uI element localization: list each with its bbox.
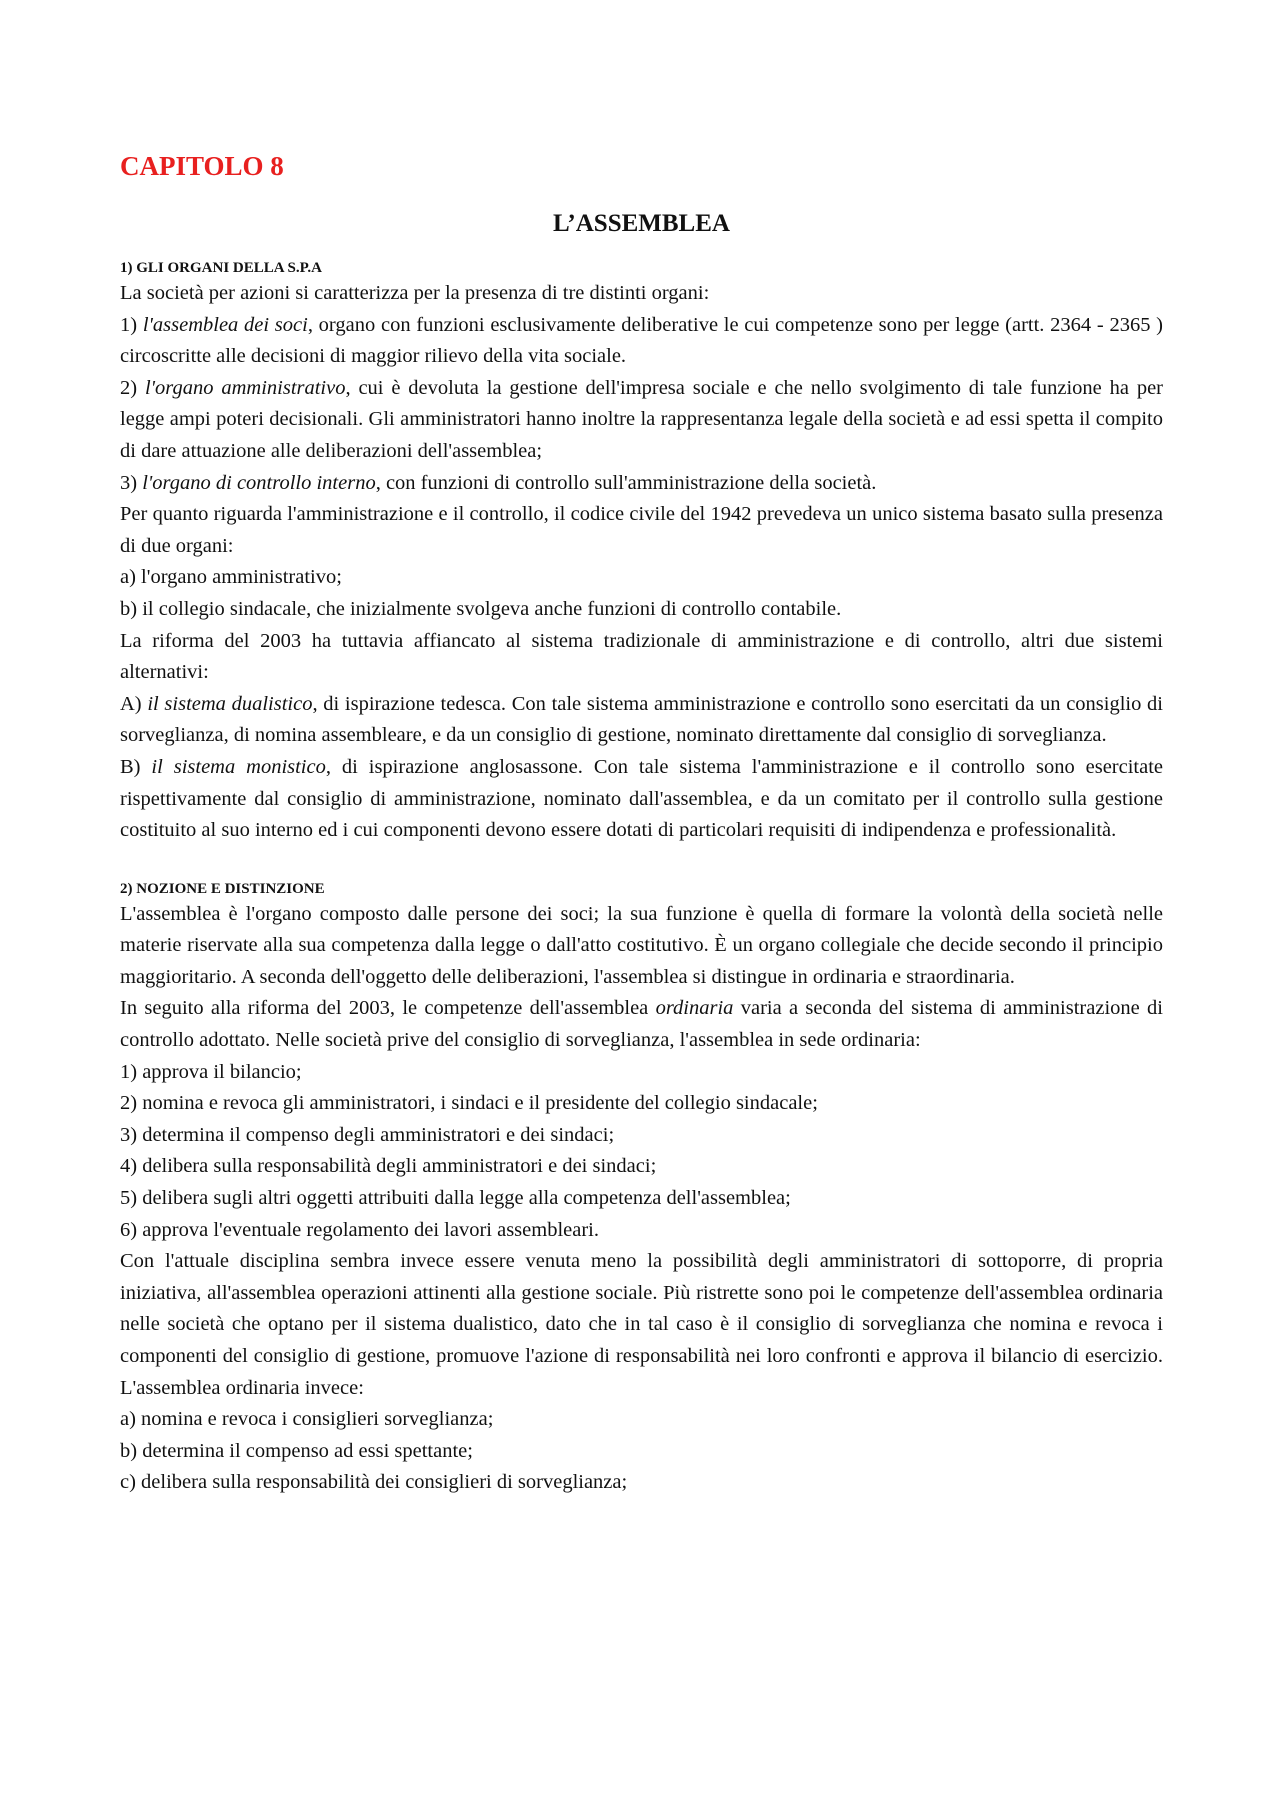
section-1-heading: 1) GLI ORGANI DELLA S.P.A <box>120 260 322 276</box>
list-item-b: b) il collegio sindacale, che inizialmente svolgeva anche funzioni di controllo contabile. <box>120 597 842 620</box>
chapter-heading: CAPITOLO 8 <box>120 151 284 181</box>
organ-item-2 <box>120 373 1163 468</box>
list-item: 2) nomina e revoca gli amministratori, i sindaci e il presidente del collegio sindacale; <box>120 1092 818 1115</box>
section-2-paragraph-1: L'assemblea è l'organo composto dalle persone dei soci; la sua funzione è quella di formare la volontà della società nelle materie riservate alla sua competenza dalla legge o dall'atto costitutivo. È un organo collegiale che decide secondo il principio maggioritario. A seconda dell'oggetto delle deliberazioni, l'assemblea si distingue in ordinaria e straordinaria. <box>120 902 1163 988</box>
list-item: a) nomina e revoca i consiglieri sorveglianza; <box>120 1408 494 1431</box>
organ-item-2-term: l'organo amministrativo <box>144 376 346 399</box>
organ-item-3-prefix: 3) <box>120 471 143 494</box>
system-item-a-term: il sistema dualistico <box>147 692 313 715</box>
list-item: 4) delibera sulla responsabilità degli amministratori e dei sindaci; <box>120 1155 657 1178</box>
organ-item-1-text: , organo con funzioni esclusivamente deliberative le cui competenze sono per legge (artt. 2364 - 2365 ) circoscritte alle decisioni di maggior rilievo della vita sociale. <box>120 313 1163 368</box>
section-1-intro: La società per azioni si caratterizza per la presenza di tre distinti organi: <box>120 282 710 304</box>
organ-item-2-text: , cui è devoluta la gestione dell'impresa sociale e che nello svolgimento di tale funzione ha per legge ampi poteri decisionali. Gli amministratori hanno inoltre la rappresentanza legale della società e ad essi spetta il compito di dare attuazione alle deliberazioni dell'assemblea; <box>120 376 1163 462</box>
system-item-a-text: , di ispirazione tedesca. Con tale sistema amministrazione e controllo sono esercitati da un consiglio di sorveglianza, di nomina assembleare, e da un consiglio di gestione, nominato direttamente dal consiglio di sorveglianza. <box>120 692 1163 747</box>
dualistic-competences-list <box>120 1404 1163 1499</box>
list-item: b) determina il compenso ad essi spettante; <box>120 1439 473 1462</box>
system-item-b-prefix: B) <box>120 755 152 778</box>
organ-item-1-prefix: 1) <box>120 313 143 336</box>
section-1 <box>120 258 1163 847</box>
section-2-heading: 2) NOZIONE E DISTINZIONE <box>120 880 325 897</box>
paragraph-controllo: Per quanto riguarda l'amministrazione e il controllo, il codice civile del 1942 prevedeva un unico sistema basato sulla presenza di due organi: <box>120 503 1163 557</box>
section-2-paragraph-2-after: varia a seconda del sistema di amministrazione di controllo adottato. Nelle società prive del consiglio di sorveglianza, l'assemblea in sede ordinaria: <box>120 997 1163 1052</box>
list-item: 6) approva l'eventuale regolamento dei lavori assembleari. <box>120 1218 599 1241</box>
section-2-paragraph-2-term: ordinaria <box>655 997 734 1020</box>
organ-item-3-term: l'organo di controllo interno <box>142 471 376 494</box>
organ-item-3-text: , con funzioni di controllo sull'amministrazione della società. <box>375 471 877 494</box>
ordinary-competences-list <box>120 1057 1163 1247</box>
system-item-b-term: il sistema monistico <box>151 755 326 778</box>
section-2-paragraph-3: Con l'attuale disciplina sembra invece essere venuta meno la possibilità degli amministratori di sottoporre, di propria iniziativa, all'assemblea operazioni attinenti alla gestione sociale. Più ristrette sono poi le competenze dell'assemblea ordinaria nelle società che optano per il sistema dualistico, dato che in tal caso è il consiglio di sorveglianza che nomina e revoca i componenti del consiglio di gestione, promuove l'azione di responsabilità nei loro confronti e approva il bilancio di esercizio. L'assemblea ordinaria invece: <box>120 1250 1163 1399</box>
list-item: 1) approva il bilancio; <box>120 1060 302 1083</box>
section-2 <box>120 879 1163 1499</box>
paragraph-riforma: La riforma del 2003 ha tuttavia affiancato al sistema tradizionale di amministrazione e di controllo, altri due sistemi alternativi: <box>120 629 1163 684</box>
section-2-paragraph-2-before: In seguito alla riforma del 2003, le competenze dell'assemblea <box>120 997 656 1020</box>
system-item-b <box>120 752 1163 847</box>
list-item-a: a) l'organo amministrativo; <box>120 566 342 589</box>
list-item: 3) determina il compenso degli amministratori e dei sindaci; <box>120 1123 615 1146</box>
system-item-b-text: , di ispirazione anglosassone. Con tale sistema l'amministrazione e il controllo sono esercitate rispettivamente dal consiglio di amministrazione, nominato dall'assemblea, e da un comitato per il controllo sulla gestione costituito al suo interno ed i cui componenti devono essere dotati di particolari requisiti di indipendenza e professionalità. <box>120 755 1163 842</box>
system-item-a-prefix: A) <box>120 692 148 715</box>
section-2-paragraph-2 <box>120 993 1163 1056</box>
organ-item-2-prefix: 2) <box>120 376 145 399</box>
list-item: c) delibera sulla responsabilità dei consiglieri di sorveglianza; <box>120 1471 628 1494</box>
document-page <box>120 150 1163 1499</box>
list-item: 5) delibera sugli altri oggetti attribuiti dalla legge alla competenza dell'assemblea; <box>120 1187 791 1210</box>
organ-item-3 <box>120 468 1163 500</box>
system-item-a <box>120 689 1163 752</box>
page-title: L’ASSEMBLEA <box>553 210 730 237</box>
organ-item-1 <box>120 310 1163 373</box>
organ-item-1-term: l'assemblea dei soci <box>142 313 308 336</box>
